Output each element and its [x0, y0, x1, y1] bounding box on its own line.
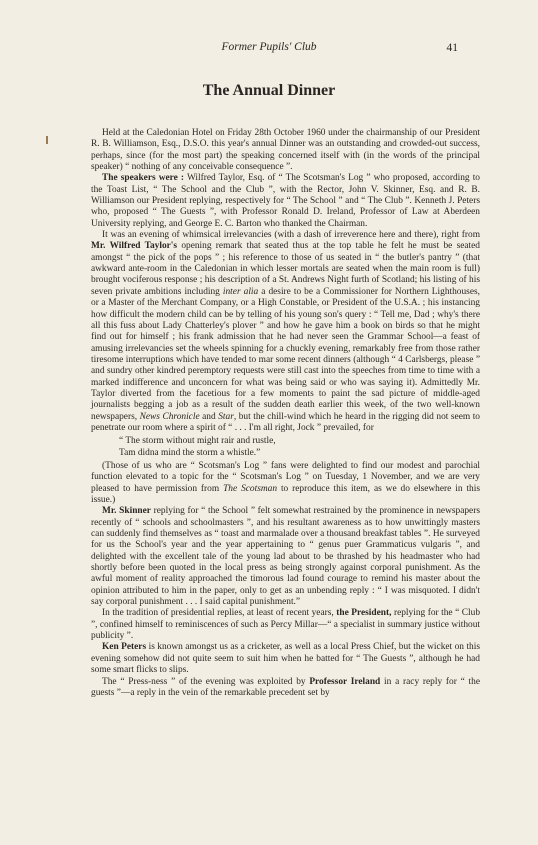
verse-line: Tam didna mind the storm a whistle.” [119, 447, 261, 458]
paragraph-intro: Held at the Caledonian Hotel on Friday 28th October 1960 under the chairmanship of our President R. B. Williamson, Esq., D.S.O. this year's annual Dinner was an outstanding and crowded-out success, perhaps, since (for the most part) the speaking concerned itself with (in the words of the principal speaker) “ nothing of any conceivable consequence ”. [91, 128, 480, 173]
paragraph-ireland: The “ Press-ness ” of the evening was exploited by Professor Ireland in a racy reply for “ the guests ”—a reply in the vein of the remarkable precedent set by [91, 676, 480, 698]
running-header [0, 41, 538, 57]
article-title: The Annual Dinner [202, 82, 336, 99]
running-title: Former Pupils' Club [221, 41, 317, 53]
paragraph-skinner: Mr. Skinner replying for “ the School ” felt somewhat restrained by the prominence in newspapers recently of “ schools and schoolmasters ”, and his resultant awareness as to how unwittingly masters can suddenly find themselves as “ toast and marmalade over a thousand breakfast tables ”. He surveyed for us the School's year and the year appertaining to “ genus puer Grammaticus vulgaris ”, and delighted with the excellent tale of the young lad about to be thrashed by his headmaster who had shortly before been quoted in the local press as being strongly against corporal punishment. As the awful moment of reality approached the timorous lad found courage to remind his master about the opinion attributed to him in the paper, only to get as an unbending reply : “ I was misquoted. I didn't say corporal punishment . . . I said capital punishment.” [91, 506, 480, 608]
paragraph-peters: Ken Peters is known amongst us as a cricketer, as well as a local Press Chief, but the wicket on this evening somehow did not quite seem to suit him when he batted for “ The Guests ”, although he had some smart flicks to slips. [91, 642, 480, 676]
page-number: 41 [446, 42, 458, 54]
speakers-lead: The speakers were : [102, 173, 185, 184]
paragraph-speakers: The speakers were : Wilfred Taylor, Esq. of “ The Scotsman's Log ” who proposed, according to the Toast List, “ The School and the Club ”, with the Rector, John V. Skinner, Esq. and R. B. Williamson our President replying, respectively for “ The School ” and “ The Club ”. Kenneth J. Peters who, proposed “ The Guests ”, with Professor Ronald D. Ireland, Professor of Law at Aberdeen University replying, and George E. C. Barton who thanked the Chairman. [91, 173, 480, 229]
paragraph-scotsman-note: (Those of us who are “ Scotsman's Log ” fans were delighted to find our modest and parochial function elevated to a topic for the “ Scotsman's Log ” on Tuesday, 1 November, and we are very pleased to have permission from The Scotsman to reproduce this item, as we do elsewhere in this issue.) [91, 460, 480, 505]
margin-mark [46, 136, 48, 144]
verse-quote [119, 436, 480, 459]
verse-line: “ The storm without might rair and rustle, [119, 436, 276, 447]
article-body [91, 128, 480, 699]
paragraph-taylor: It was an evening of whimsical irrelevancies (with a dash of irreverence here and there), right from Mr. Wilfred Taylor's opening remark that seated thus at the top table he felt he must be seated amongst “ the pick of the pops ” ; his reference to those of us seated in “ the butler's pantry ” (that awkward ante-room in the Caledonian in which lesser mortals are seated when the main room is full) brought vociferous response ; his description of a St. Andrews Night furth of Scotland; his listing of his seven private ambitions including inter alia a desire to be a Commissioner for Northern Lighthouses, or a Master of the Merchant Company, or a High Constable, or President of the U.S.A. ; his instancing how difficult the modern child can be by telling of his young son's query : “ Tell me, Dad ; why's there all this fuss about Lady Chatterley's plover ” and how he gave him a book on birds so that he might find out for himself ; his frank admission that he had never seen the Grammar School—a feast of amusing irrelevancies set the wheels spinning for a chuckly evening, remarkably free from those rather tiresome interruptions which have tended to mar some recent dinners (although “ 4 Carlsbergs, please ” and sundry other kindred peremptory requests were still cast into the speeches from time to time with a marked indifference and unconcern for what was being said or who was saying it). Admittedly Mr. Taylor diverted from the facetious for a few moments to paint the sad picture of middle-aged journalists begging a job as a result of the sudden death earlier this week, of the two well-known newspapers, News Chronicle and Star, but the chill-wind which he heard in the rigging did not seem to penetrate our room where a spirit of “ . . . I'm all right, Jock ” prevailed, for [91, 230, 480, 433]
paragraph-president: In the tradition of presidential replies, at least of recent years, the President, replying for the “ Club ”, confined himself to reminiscences of such as Percy Millar—“ a specialist in summary justice without publicity ”. [91, 608, 481, 642]
